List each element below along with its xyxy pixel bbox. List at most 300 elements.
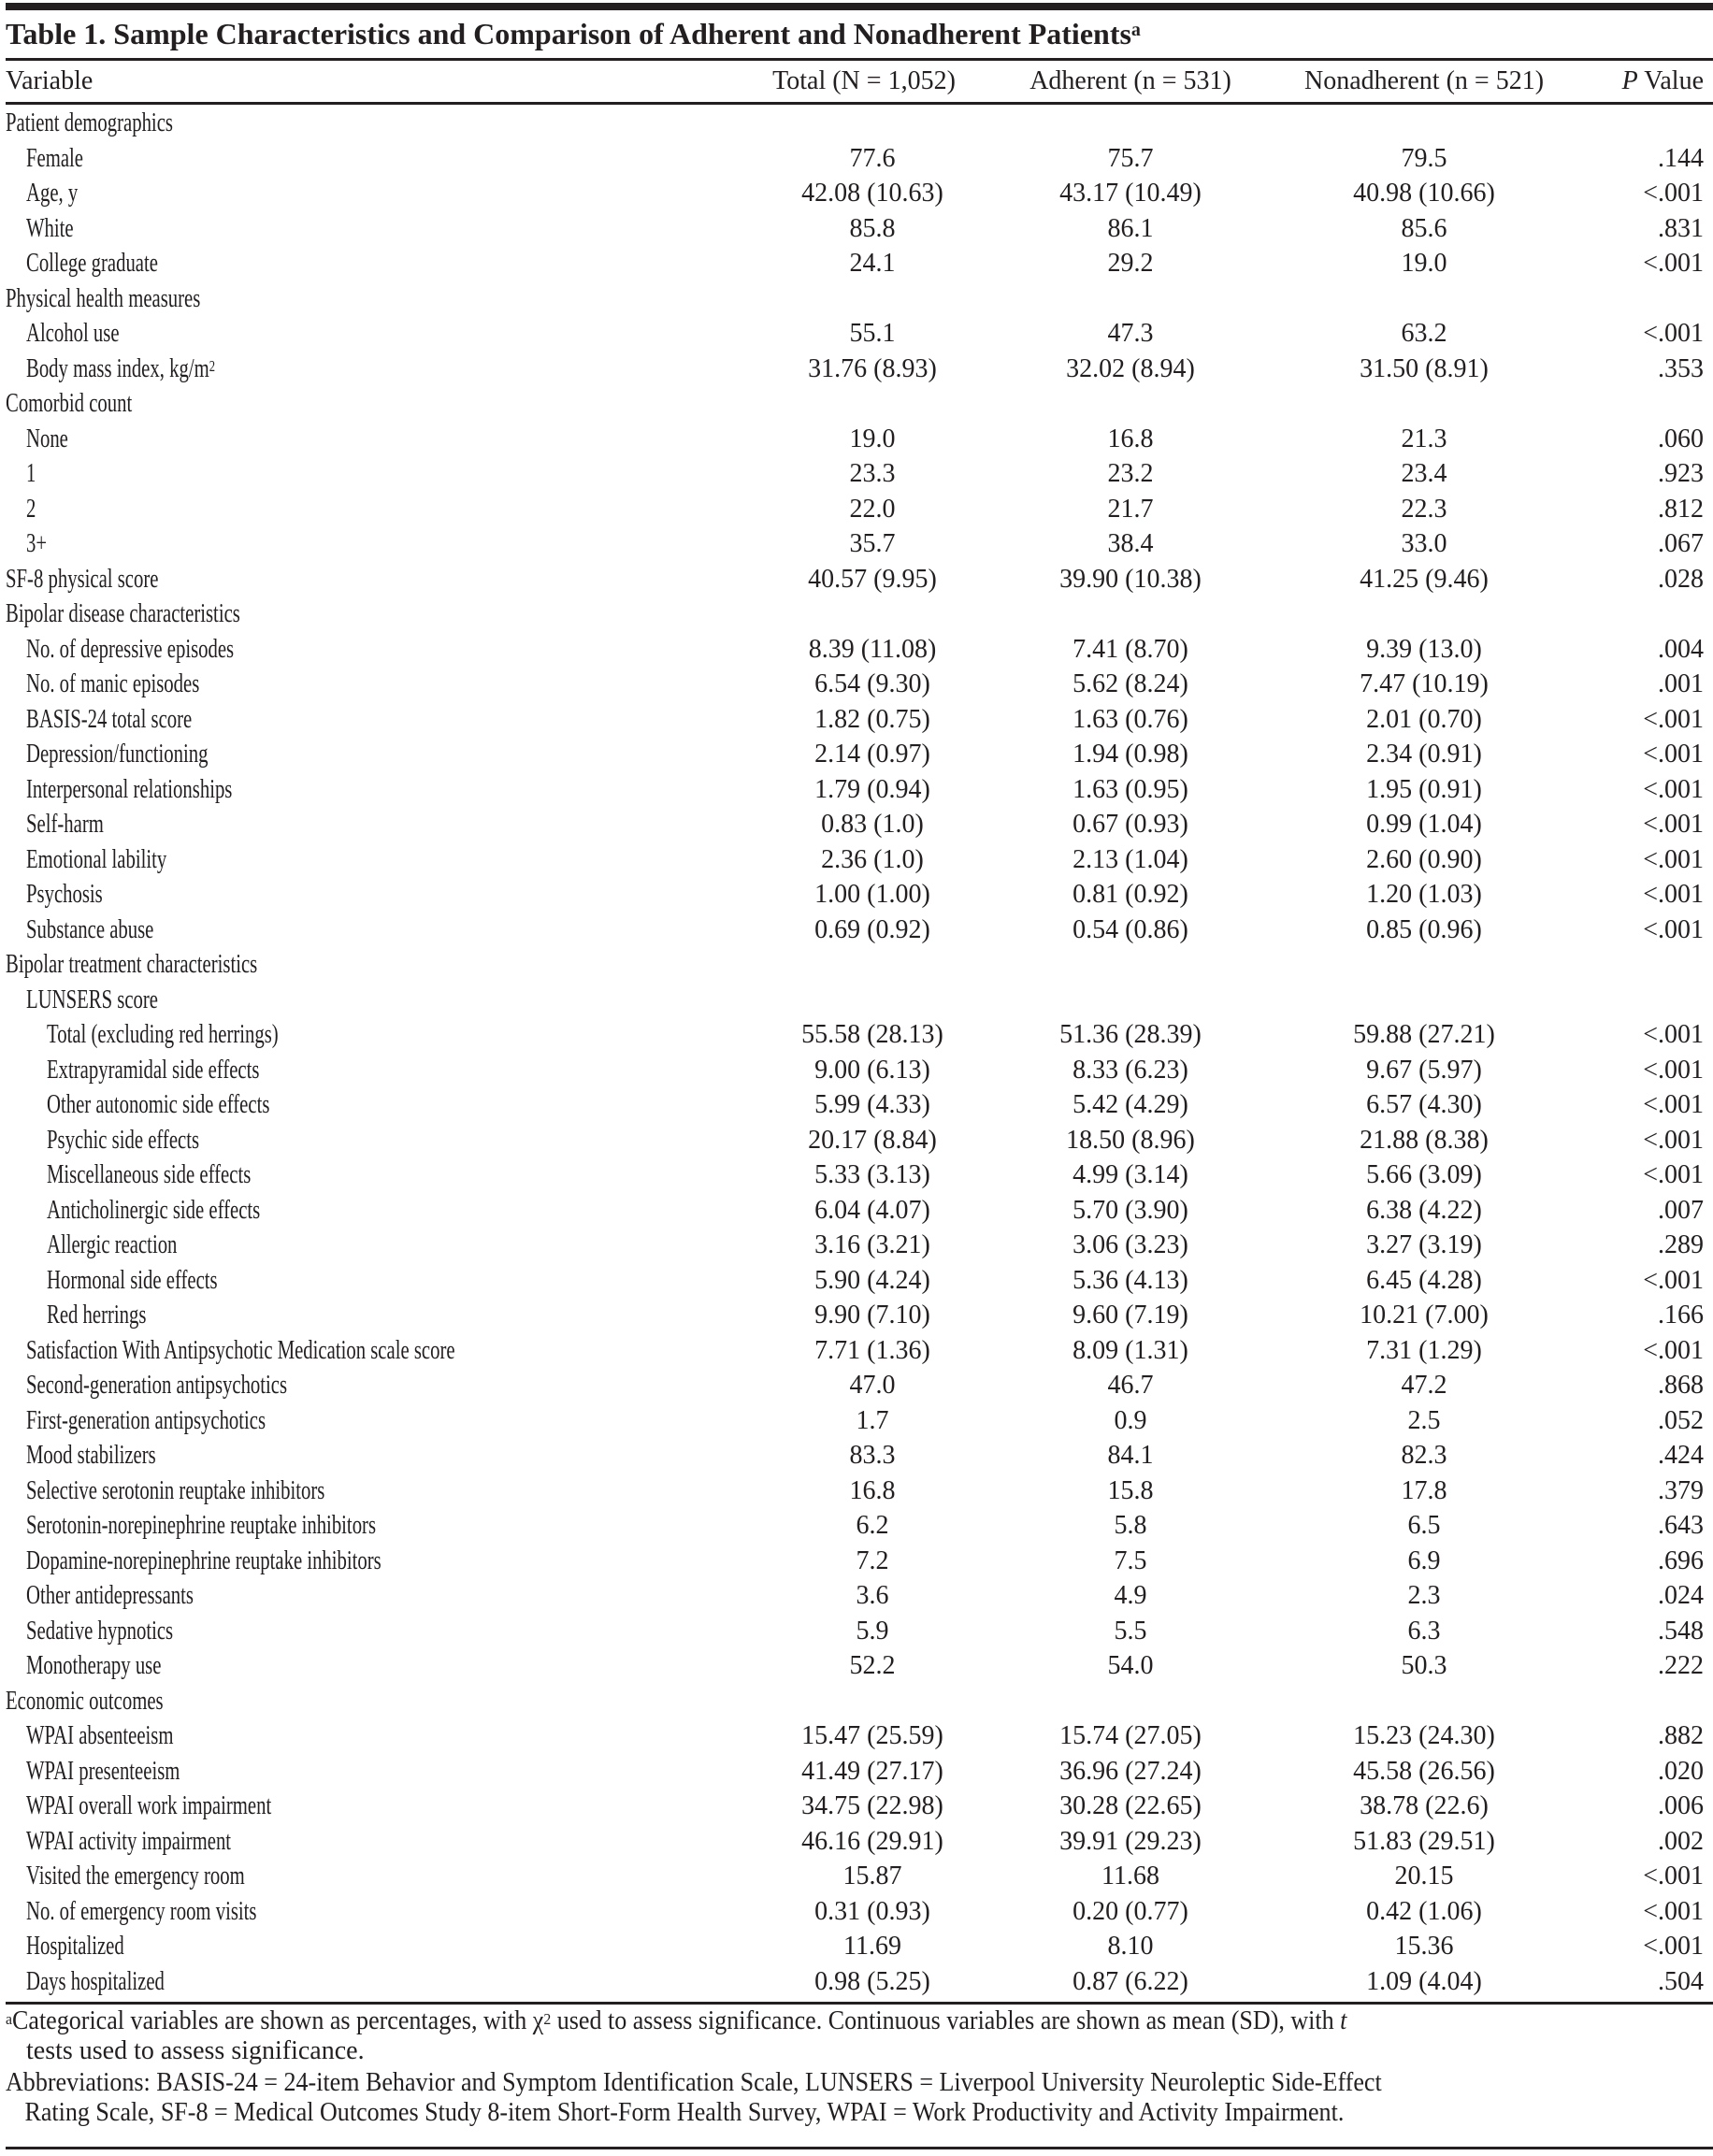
footnote-a-mark: a [6, 2010, 13, 2028]
nonadherent-value: 38.78 (22.6) [1360, 1791, 1489, 1820]
nonadherent-value: 45.58 (26.56) [1353, 1756, 1495, 1786]
section-heading-row [0, 947, 1713, 983]
nonadherent-value: 6.38 (4.22) [1366, 1195, 1482, 1225]
adherent-value: 38.4 [1107, 529, 1154, 558]
adherent-value: 0.67 (0.93) [1072, 810, 1188, 839]
total-value: 3.16 (3.21) [814, 1230, 930, 1259]
row-label [6, 947, 257, 983]
row-label [26, 667, 199, 702]
total-value: 6.04 (4.07) [814, 1195, 930, 1225]
row-label-text: Physical health measures [6, 283, 201, 313]
row-label-text: Monotherapy use [26, 1651, 162, 1680]
total-value: 40.57 (9.95) [808, 564, 937, 594]
row-label [26, 141, 83, 177]
p-value: .643 [1658, 1511, 1704, 1540]
table-row [0, 632, 1713, 668]
total-value: 1.7 [856, 1405, 889, 1435]
p-value: .289 [1658, 1230, 1704, 1259]
section-heading-row [0, 596, 1713, 632]
nonadherent-value: 6.5 [1407, 1511, 1441, 1540]
p-value: .504 [1658, 1966, 1704, 1996]
table-row [0, 526, 1713, 562]
title-rule [6, 58, 1713, 61]
p-value: <.001 [1643, 1090, 1704, 1119]
total-value: 15.87 [842, 1861, 902, 1890]
table-row [0, 1718, 1713, 1754]
nonadherent-value: 51.83 (29.51) [1353, 1826, 1495, 1856]
row-label-superscript: 2 [209, 356, 215, 375]
total-value: 9.00 (6.13) [814, 1055, 930, 1085]
adherent-value: 2.13 (1.04) [1072, 844, 1188, 874]
p-value: <.001 [1643, 914, 1704, 944]
table-row [0, 562, 1713, 597]
adherent-value: 0.54 (0.86) [1072, 914, 1188, 944]
row-label [26, 1544, 381, 1579]
nonadherent-value: 1.20 (1.03) [1366, 880, 1482, 909]
adherent-value: 75.7 [1107, 143, 1154, 173]
p-value: .007 [1658, 1195, 1704, 1225]
row-label-text: Other autonomic side effects [47, 1090, 270, 1119]
row-label [47, 1263, 218, 1299]
row-label [26, 1508, 376, 1544]
row-label [26, 1648, 161, 1684]
row-label-text: Serotonin-norepinephrine reuptake inhibitors [26, 1511, 377, 1540]
adherent-value: 15.8 [1107, 1475, 1154, 1505]
adherent-value: 4.9 [1114, 1581, 1147, 1610]
header-total: Total (N = 1,052) [772, 66, 956, 95]
nonadherent-value: 23.4 [1401, 459, 1447, 488]
table-row [0, 422, 1713, 457]
total-value: 11.69 [843, 1932, 901, 1961]
total-value: 5.99 (4.33) [814, 1090, 930, 1119]
row-label [6, 106, 173, 141]
table-row [0, 1578, 1713, 1614]
adherent-value: 36.96 (27.24) [1059, 1756, 1202, 1786]
row-label-text: Age, y [26, 179, 79, 208]
p-value: .020 [1658, 1756, 1704, 1786]
row-label-text: Bipolar disease characteristics [6, 599, 240, 628]
table-title [6, 13, 1141, 54]
row-label [26, 842, 166, 878]
total-value: 42.08 (10.63) [801, 179, 943, 208]
total-value: 2.14 (0.97) [814, 740, 930, 769]
nonadherent-value: 21.3 [1401, 424, 1447, 453]
table-row [0, 1193, 1713, 1229]
row-label-text: Allergic reaction [47, 1230, 178, 1259]
p-value: <.001 [1643, 1335, 1704, 1365]
p-value: .060 [1658, 424, 1704, 453]
total-value: 19.0 [849, 424, 896, 453]
row-label [47, 1157, 251, 1193]
table-row [0, 1824, 1713, 1860]
total-value: 3.6 [856, 1581, 889, 1610]
nonadherent-value: 2.60 (0.90) [1366, 844, 1482, 874]
nonadherent-value: 6.9 [1407, 1545, 1441, 1575]
row-label [26, 983, 158, 1018]
row-label-text: Hospitalized [26, 1932, 124, 1961]
p-value: .222 [1658, 1651, 1704, 1680]
row-label [6, 596, 240, 632]
p-value: <.001 [1643, 1125, 1704, 1155]
table-row [0, 211, 1713, 247]
nonadherent-value: 15.23 (24.30) [1353, 1721, 1495, 1750]
p-value: .548 [1658, 1616, 1704, 1646]
table-row [0, 983, 1713, 1018]
adherent-value: 8.10 [1107, 1932, 1154, 1961]
p-value: .028 [1658, 564, 1704, 594]
nonadherent-value: 31.50 (8.91) [1360, 353, 1489, 383]
adherent-value: 32.02 (8.94) [1066, 353, 1195, 383]
total-value: 22.0 [849, 494, 896, 524]
row-label-text: Sedative hypnotics [26, 1616, 174, 1646]
footnote-a-text: Categorical variables are shown as percentages, with χ [12, 2006, 544, 2035]
p-value: .831 [1658, 213, 1704, 243]
row-label-text: No. of depressive episodes [26, 634, 235, 664]
total-value: 0.31 (0.93) [814, 1896, 930, 1926]
total-value: 23.3 [849, 459, 896, 488]
row-label-text: Psychic side effects [47, 1125, 200, 1155]
p-value: <.001 [1643, 1896, 1704, 1926]
row-label [26, 211, 74, 247]
table-row [0, 1017, 1713, 1053]
table-row [0, 1333, 1713, 1369]
p-value: .166 [1658, 1301, 1704, 1330]
total-value: 7.2 [856, 1545, 889, 1575]
row-label [26, 772, 232, 808]
row-label [6, 562, 158, 597]
table-title-text: Table 1. Sample Characteristics and Comparison of Adherent and Nonadherent Patients [6, 17, 1131, 50]
p-value: <.001 [1643, 704, 1704, 734]
adherent-value: 86.1 [1107, 213, 1154, 243]
adherent-value: 43.17 (10.49) [1059, 179, 1202, 208]
footnote-a-text-cont: used to assess significance. Continuous variables are shown as mean (SD), with [551, 2006, 1341, 2035]
header-p-rest: Value [1637, 66, 1704, 95]
table-row [0, 246, 1713, 281]
row-label [6, 1684, 164, 1719]
table-body [0, 106, 1713, 1999]
nonadherent-value: 0.42 (1.06) [1366, 1896, 1482, 1926]
row-label-text: Body mass index, kg/m [26, 353, 209, 383]
adherent-value: 23.2 [1107, 459, 1154, 488]
table-row [0, 1123, 1713, 1158]
row-label [26, 1614, 173, 1649]
row-label [26, 176, 78, 211]
p-value: .002 [1658, 1826, 1704, 1856]
table-row [0, 1368, 1713, 1403]
row-label-text: Interpersonal relationships [26, 774, 233, 804]
p-value: .001 [1658, 669, 1704, 698]
p-value: .424 [1658, 1441, 1704, 1470]
adherent-value: 39.90 (10.38) [1059, 564, 1202, 594]
footnote-a-t-italic: t [1340, 2006, 1347, 2035]
nonadherent-value: 7.47 (10.19) [1360, 669, 1489, 698]
row-label-text: Dopamine-norepinephrine reuptake inhibitors [26, 1545, 381, 1575]
adherent-value: 5.8 [1114, 1511, 1147, 1540]
table-row [0, 1544, 1713, 1579]
p-value: .004 [1658, 634, 1704, 664]
table-row [0, 702, 1713, 738]
row-label-text: First-generation antipsychotics [26, 1405, 266, 1435]
header-variable: Variable [6, 66, 94, 95]
row-label-text: None [26, 424, 68, 453]
p-value: .067 [1658, 529, 1704, 558]
nonadherent-value: 2.34 (0.91) [1366, 740, 1482, 769]
row-label [26, 737, 209, 772]
row-label [26, 1894, 256, 1930]
nonadherent-value: 79.5 [1401, 143, 1447, 173]
nonadherent-value: 6.45 (4.28) [1366, 1265, 1482, 1295]
row-label [26, 1473, 324, 1509]
row-label [26, 1929, 124, 1964]
row-label-text: 3+ [26, 529, 48, 558]
table-row [0, 1648, 1713, 1684]
p-value: .144 [1658, 143, 1704, 173]
row-label [26, 1824, 231, 1860]
p-value: .923 [1658, 459, 1704, 488]
total-value: 41.49 (27.17) [801, 1756, 943, 1786]
row-label [26, 422, 68, 457]
table-row [0, 1964, 1713, 2000]
table-row [0, 456, 1713, 492]
total-value: 6.54 (9.30) [814, 669, 930, 698]
row-label [26, 702, 192, 738]
p-value: <.001 [1643, 774, 1704, 804]
nonadherent-value: 22.3 [1401, 494, 1447, 524]
p-value: .868 [1658, 1371, 1704, 1400]
table-row [0, 1754, 1713, 1789]
table-row [0, 141, 1713, 177]
row-label [6, 386, 132, 422]
total-value: 9.90 (7.10) [814, 1301, 930, 1330]
table-row [0, 1157, 1713, 1193]
row-label-text: BASIS-24 total score [26, 704, 193, 734]
adherent-value: 5.5 [1114, 1616, 1147, 1646]
row-label [26, 1403, 266, 1439]
total-value: 2.36 (1.0) [821, 844, 924, 874]
total-value: 8.39 (11.08) [808, 634, 937, 664]
body-end-rule [6, 2002, 1713, 2005]
p-value: <.001 [1643, 880, 1704, 909]
adherent-value: 18.50 (8.96) [1066, 1125, 1195, 1155]
p-value: <.001 [1643, 1020, 1704, 1049]
adherent-value: 5.62 (8.24) [1072, 669, 1188, 698]
nonadherent-value: 47.2 [1401, 1371, 1447, 1400]
p-value: <.001 [1643, 1861, 1704, 1890]
nonadherent-value: 7.31 (1.29) [1366, 1335, 1482, 1365]
row-label [26, 1438, 156, 1473]
table-row [0, 1789, 1713, 1824]
total-value: 5.90 (4.24) [814, 1265, 930, 1295]
table-row [0, 1438, 1713, 1473]
total-value: 24.1 [849, 249, 896, 278]
table-row [0, 913, 1713, 948]
footnote-a-line1 [6, 2006, 1593, 2036]
row-label [26, 913, 153, 948]
p-value: <.001 [1643, 1932, 1704, 1961]
total-value: 46.16 (29.91) [801, 1826, 943, 1856]
section-heading-row [0, 106, 1713, 141]
p-value: .052 [1658, 1405, 1704, 1435]
row-label-text: WPAI activity impairment [26, 1826, 232, 1856]
total-value: 77.6 [849, 143, 896, 173]
adherent-value: 1.63 (0.76) [1072, 704, 1188, 734]
nonadherent-value: 40.98 (10.66) [1353, 179, 1495, 208]
adherent-value: 5.42 (4.29) [1072, 1090, 1188, 1119]
p-value: .812 [1658, 494, 1704, 524]
table-footnotes [6, 2006, 1713, 2128]
row-label-text: Anticholinergic side effects [47, 1195, 261, 1225]
nonadherent-value: 41.25 (9.46) [1360, 564, 1489, 594]
total-value: 47.0 [849, 1371, 896, 1400]
table-row [0, 667, 1713, 702]
row-label-text: Other antidepressants [26, 1581, 194, 1610]
nonadherent-value: 0.85 (0.96) [1366, 914, 1482, 944]
table-row [0, 877, 1713, 913]
nonadherent-value: 1.09 (4.04) [1366, 1966, 1482, 1996]
row-label-text: 2 [26, 494, 36, 524]
nonadherent-value: 33.0 [1401, 529, 1447, 558]
row-label-text: Substance abuse [26, 914, 154, 944]
header-nonadherent: Nonadherent (n = 521) [1303, 66, 1545, 95]
adherent-value: 7.41 (8.70) [1072, 634, 1188, 664]
nonadherent-value: 50.3 [1401, 1651, 1447, 1680]
header-rule [6, 102, 1713, 105]
p-value: .353 [1658, 353, 1704, 383]
adherent-value: 5.36 (4.13) [1072, 1265, 1188, 1295]
p-value: <.001 [1643, 179, 1704, 208]
row-label-text: Comorbid count [6, 389, 133, 418]
row-label [26, 492, 36, 527]
row-label-text: Hormonal side effects [47, 1265, 218, 1295]
row-label [26, 632, 234, 668]
row-label-text: Extrapyramidal side effects [47, 1055, 260, 1085]
nonadherent-value: 5.66 (3.09) [1366, 1160, 1482, 1189]
nonadherent-value: 15.36 [1394, 1932, 1454, 1961]
nonadherent-value: 63.2 [1401, 319, 1447, 348]
top-rule [6, 3, 1713, 10]
row-label [47, 1193, 260, 1229]
nonadherent-value: 9.39 (13.0) [1366, 634, 1482, 664]
row-label [26, 1859, 245, 1894]
nonadherent-value: 17.8 [1401, 1475, 1447, 1505]
adherent-value: 16.8 [1107, 424, 1154, 453]
section-heading-row [0, 1684, 1713, 1719]
row-label-text: Miscellaneous side effects [47, 1160, 252, 1189]
total-value: 35.7 [849, 529, 896, 558]
table-row [0, 807, 1713, 842]
nonadherent-value: 20.15 [1394, 1861, 1454, 1890]
nonadherent-value: 2.01 (0.70) [1366, 704, 1482, 734]
header-adherent: Adherent (n = 531) [1029, 66, 1231, 95]
p-value: <.001 [1643, 319, 1704, 348]
adherent-value: 29.2 [1107, 249, 1154, 278]
row-label-text: Economic outcomes [6, 1686, 164, 1716]
total-value: 85.8 [849, 213, 896, 243]
row-label-text: WPAI absenteeism [26, 1721, 174, 1750]
nonadherent-value: 21.88 (8.38) [1360, 1125, 1489, 1155]
row-label [26, 1333, 455, 1369]
row-label [26, 1964, 165, 2000]
row-label-text: WPAI overall work impairment [26, 1791, 272, 1820]
table-row [0, 1859, 1713, 1894]
nonadherent-value: 6.57 (4.30) [1366, 1090, 1482, 1119]
table-row [0, 1403, 1713, 1439]
adherent-value: 0.9 [1114, 1405, 1147, 1435]
total-value: 1.82 (0.75) [814, 704, 930, 734]
table-row [0, 1298, 1713, 1333]
bottom-rule [6, 2147, 1713, 2149]
row-label-text: Bipolar treatment characteristics [6, 950, 258, 979]
p-value: .379 [1658, 1475, 1704, 1505]
row-label-text: Depression/functioning [26, 740, 209, 769]
row-label [47, 1087, 269, 1123]
adherent-value: 1.94 (0.98) [1072, 740, 1188, 769]
row-label [26, 526, 47, 562]
header-p-italic: P [1621, 66, 1638, 95]
table-row [0, 1614, 1713, 1649]
p-value: <.001 [1643, 844, 1704, 874]
row-label [26, 456, 36, 492]
p-value: <.001 [1643, 1265, 1704, 1295]
row-label-text: LUNSERS score [26, 985, 159, 1014]
title-footnote-mark: a [1130, 20, 1141, 40]
adherent-value: 0.20 (0.77) [1072, 1896, 1188, 1926]
table-row [0, 1263, 1713, 1299]
total-value: 31.76 (8.93) [808, 353, 937, 383]
total-value: 0.98 (5.25) [814, 1966, 930, 1996]
abbreviations-line2: Rating Scale, SF-8 = Medical Outcomes Study 8-item Short-Form Health Survey, WPAI = Work Productivity and Activity Impairment. [24, 2098, 1345, 2127]
row-label [26, 877, 103, 913]
total-value: 6.2 [856, 1511, 889, 1540]
row-label [26, 807, 104, 842]
total-value: 5.9 [856, 1616, 889, 1646]
total-value: 0.83 (1.0) [821, 810, 924, 839]
row-label-text: Patient demographics [6, 108, 173, 137]
total-value: 7.71 (1.36) [814, 1335, 930, 1365]
adherent-value: 1.63 (0.95) [1072, 774, 1188, 804]
row-label-text: College graduate [26, 249, 158, 278]
total-value: 55.58 (28.13) [801, 1020, 943, 1049]
nonadherent-value: 1.95 (0.91) [1366, 774, 1482, 804]
p-value: <.001 [1643, 740, 1704, 769]
table-row [0, 492, 1713, 527]
adherent-value: 46.7 [1107, 1371, 1154, 1400]
adherent-value: 4.99 (3.14) [1072, 1160, 1188, 1189]
row-label-text: Visited the emergency room [26, 1861, 245, 1890]
nonadherent-value: 85.6 [1401, 213, 1447, 243]
section-heading-row [0, 386, 1713, 422]
p-value: <.001 [1643, 810, 1704, 839]
p-value: .006 [1658, 1791, 1704, 1820]
row-label-text: Emotional lability [26, 844, 167, 874]
row-label [47, 1123, 199, 1158]
abbreviations-line1: Abbreviations: BASIS-24 = 24-item Behavior and Symptom Identification Scale, LUNSERS = Liverpool University Neuroleptic Side-Effect [6, 2068, 1382, 2097]
table-row [0, 1929, 1713, 1964]
row-label-text: No. of manic episodes [26, 669, 200, 698]
table-row [0, 772, 1713, 808]
nonadherent-value: 2.5 [1407, 1405, 1441, 1435]
table-header [0, 62, 1713, 101]
total-value: 5.33 (3.13) [814, 1160, 930, 1189]
nonadherent-value: 10.21 (7.00) [1360, 1301, 1489, 1330]
nonadherent-value: 9.67 (5.97) [1366, 1055, 1482, 1085]
row-label-text: Red herrings [47, 1301, 147, 1330]
footnote-a-line2: tests used to assess significance. [26, 2036, 365, 2065]
p-value: .024 [1658, 1581, 1704, 1610]
row-label-text: Total (excluding red herrings) [47, 1020, 279, 1049]
table-row [0, 1053, 1713, 1088]
nonadherent-value: 0.99 (1.04) [1366, 810, 1482, 839]
